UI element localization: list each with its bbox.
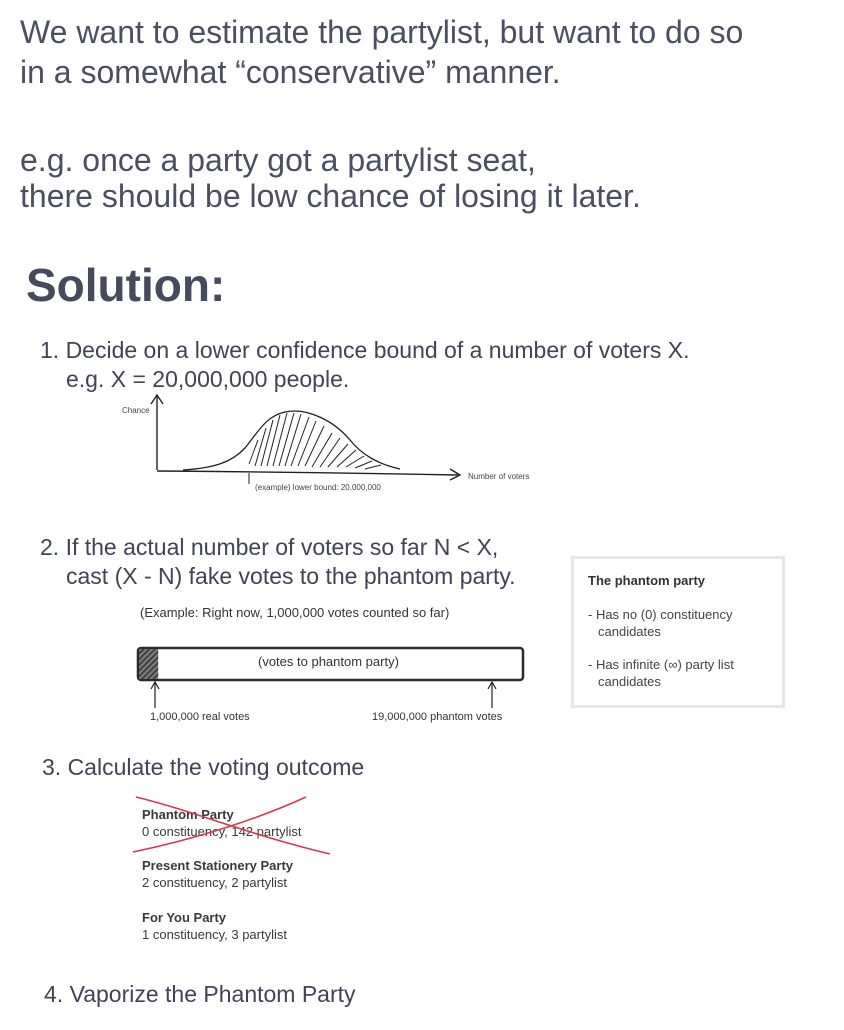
votes-bar-label: (votes to phantom party) xyxy=(258,654,399,669)
real-votes-label: 1,000,000 real votes xyxy=(150,711,250,723)
step3-label: 3. Calculate the voting outcome xyxy=(42,754,365,780)
strike-line-2 xyxy=(133,797,306,852)
party-seats: 2 constituency, 2 partylist xyxy=(142,875,287,890)
intro-line-4: there should be low chance of losing it later. xyxy=(20,178,641,214)
lower-bound-label: (example) lower bound: 20,000,000 xyxy=(255,483,381,492)
step4-label: 4. Vaporize the Phantom Party xyxy=(44,981,356,1007)
party-name: Present Stationery Party xyxy=(142,858,294,873)
sketch-x-label: Number of voters xyxy=(468,472,530,481)
solution-heading: Solution: xyxy=(26,259,226,311)
step2-line-1: 2. If the actual number of voters so far N < X, xyxy=(40,534,499,560)
party-name: For You Party xyxy=(142,910,227,925)
phantom-box-title: The phantom party xyxy=(588,573,706,588)
step2-example: (Example: Right now, 1,000,000 votes counted so far) xyxy=(140,605,450,620)
phantom-box-item-partylist: - Has infinite (∞) party list candidates xyxy=(588,657,734,689)
intro-line-1: We want to estimate the partylist, but want to do so xyxy=(20,14,744,50)
phantom-box-item-constituency: - Has no (0) constituency candidates xyxy=(588,607,733,639)
intro-line-2: in a somewhat “conservative” manner. xyxy=(20,54,561,90)
phantom-votes-label: 19,000,000 phantom votes xyxy=(372,711,503,723)
step1-line-1: 1. Decide on a lower confidence bound of a number of voters X. xyxy=(40,337,690,363)
party-name: Phantom Party xyxy=(142,807,234,822)
step2-line-2: cast (X - N) fake votes to the phantom party. xyxy=(66,563,516,589)
party-seats: 0 constituency, 142 partylist xyxy=(142,824,302,839)
step1-line-2: e.g. X = 20,000,000 people. xyxy=(66,366,350,392)
party-seats: 1 constituency, 3 partylist xyxy=(142,927,287,942)
sketch-y-label: Chance xyxy=(122,406,150,415)
intro-line-3: e.g. once a party got a partylist seat, xyxy=(20,142,536,178)
